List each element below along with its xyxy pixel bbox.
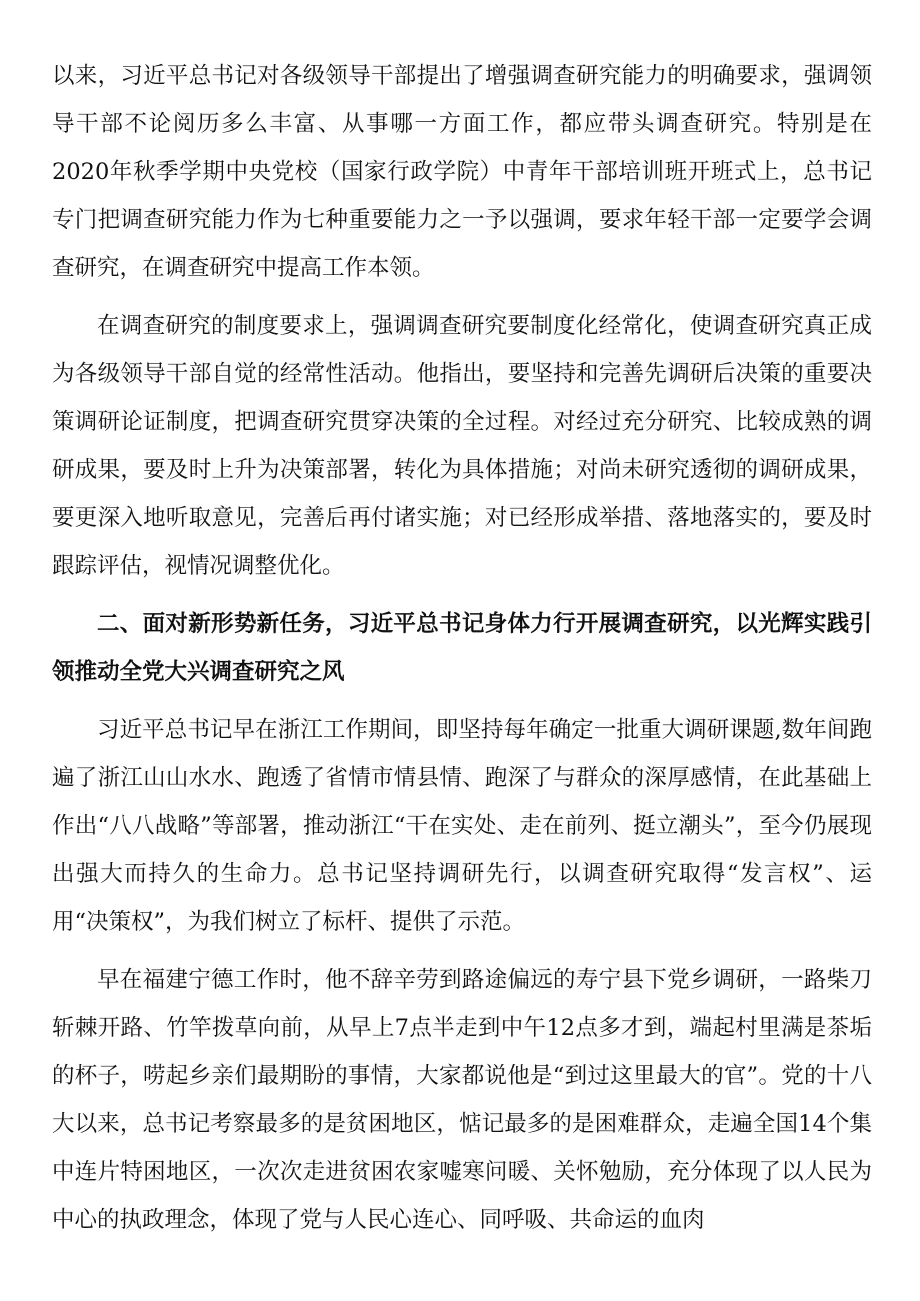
document-page	[52, 52, 872, 1244]
paragraph-institutional-requirements: 在调查研究的制度要求上，强调调查研究要制度化经常化，使调查研究真正成为各级领导干部自觉的经常性活动。他指出，要坚持和完善先调研后决策的重要决策调研论证制度，把调查研究贯穿决策的全过程。对经过充分研究、比较成熟的调研成果，要及时上升为决策部署，转化为具体措施；对尚未研究透彻的调研成果，要更深入地听取意见，完善后再付诸实施；对已经形成举措、落地落实的，要及时跟踪评估，视情况调整优化。	[52, 313, 872, 579]
section-heading-two: 二、面对新形势新任务，习近平总书记身体力行开展调查研究，以光辉实践引领推动全党大兴调查研究之风	[52, 611, 872, 685]
paragraph-zhejiang-research: 习近平总书记早在浙江工作期间，即坚持每年确定一批重大调研课题,数年间跑遍了浙江山山水水、跑透了省情市情县情、跑深了与群众的深厚感情，在此基础上作出“八八战略”等部署，推动浙江“干在实处、走在前列、挺立潮头”，至今仍展现出强大而持久的生命力。总书记坚持调研先行，以调查研究取得“发言权”、运用“决策权”，为我们树立了标杆、提供了示范。	[52, 717, 872, 935]
paragraph-fujian-ningde-research: 早在福建宁德工作时，他不辞辛劳到路途偏远的寿宁县下党乡调研，一路柴刀斩棘开路、竹竿拨草向前，从早上7点半走到中午12点多才到，端起村里满是茶垢的杯子，唠起乡亲们最期盼的事情，大家都说他是“到过这里最大的官”。党的十八大以来，总书记考察最多的是贫困地区，惦记最多的是困难群众，走遍全国14个集中连片特困地区，一次次走进贫困农家嘘寒问暖、关怀勉励，充分体现了以人民为中心的执政理念，体现了党与人民心连心、同呼吸、共命运的血肉	[52, 967, 872, 1233]
paragraph-continued-requirements: 以来，习近平总书记对各级领导干部提出了增强调查研究能力的明确要求，强调领导干部不论阅历多么丰富、从事哪一方面工作，都应带头调查研究。特别是在2020年秋季学期中央党校（国家行政学院）中青年干部培训班开班式上，总书记专门把调查研究能力作为七种重要能力之一予以强调，要求年轻干部一定要学会调查研究，在调查研究中提高工作本领。	[52, 63, 872, 281]
